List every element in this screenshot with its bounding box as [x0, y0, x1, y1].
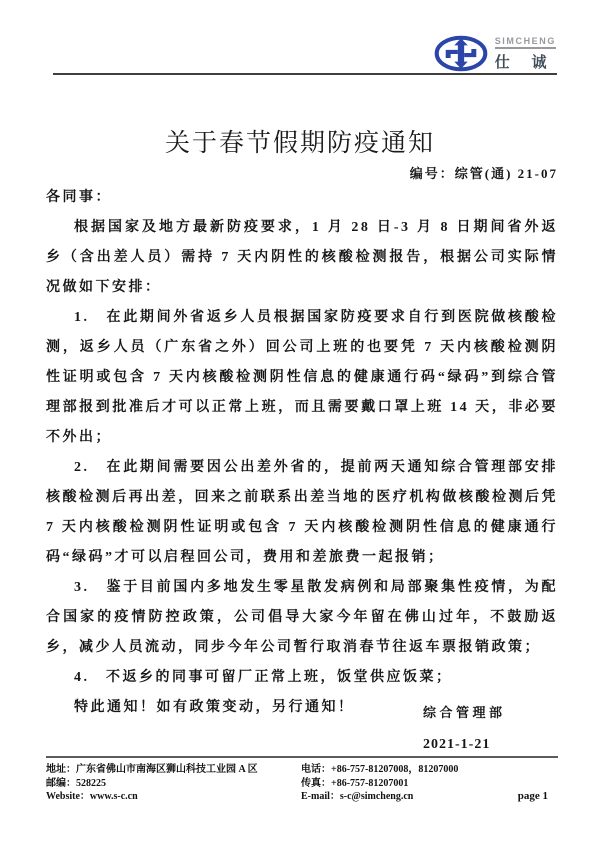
company-logo: [434, 35, 556, 72]
list-item-2: 2. 在此期间需要因公出差外省的，提前两天通知综合管理部安排核酸检测后再出差，回来之前联系出差当地的医疗机构做核酸检测后凭 7 天内核酸检测阴性证明或包含 7 天内核酸检测阴性信息的健康通行码“绿码”才可以启程回公司，费用和差旅费一起报销；: [46, 460, 558, 565]
address-label: 地址：: [46, 764, 76, 775]
footer-address: [46, 763, 301, 777]
zip-label: 邮编：: [46, 777, 76, 789]
signature-block: [423, 698, 506, 760]
salutation: 各同事：: [46, 190, 112, 205]
footer-website: [46, 790, 301, 804]
website-label: Website：: [46, 791, 90, 802]
signature-department: 综合管理部: [423, 705, 506, 720]
zip-value: 528225: [76, 777, 106, 789]
email-value: s-c@simcheng.cn: [339, 791, 414, 802]
footer-right-column: [301, 763, 518, 804]
page-footer: [46, 756, 558, 804]
logo-monogram-icon: [434, 35, 488, 72]
email-label: E-mail：: [301, 791, 340, 802]
list-item-4: 4. 不返乡的同事可留厂正常上班，饭堂供应饭菜；: [74, 670, 453, 685]
logo-name-english: SIMCHENG: [495, 36, 556, 49]
footer-zip: [46, 777, 301, 791]
fax-value: +86-757-81207001: [331, 777, 409, 789]
footer-email: [301, 790, 518, 804]
document-body: [46, 183, 558, 723]
list-item-1: 1. 在此期间外省返乡人员根据国家防疫要求自行到医院做核酸检测，返乡人员（广东省之外）回公司上班的也要凭 7 天内核酸检测阴性证明或包含 7 天内核酸检测阴性信息的健康通行码“绿码”到综合管理部报到批准后才可以正常上班，而且需要戴口罩上班 14 天，非必要不外出；: [46, 310, 558, 445]
footer-divider: [46, 756, 558, 758]
footer-fax: [301, 777, 518, 791]
document-title: 关于春节假期防疫通知: [164, 130, 435, 157]
signature-date: 2021-1-21: [423, 737, 491, 752]
address-value: 广东省佛山市南海区狮山科技工业园 A 区: [76, 764, 258, 775]
footer-phone: [301, 763, 518, 777]
logo-wordmark: [495, 36, 556, 72]
phone-value: +86-757-81207008，81207000: [331, 764, 459, 775]
logo-name-chinese: 仕 诚: [494, 54, 556, 71]
fax-label: 传真：: [301, 777, 331, 789]
phone-label: 电话：: [301, 764, 331, 775]
closing-paragraph: 特此通知！如有政策变动，另行通知！: [74, 700, 355, 715]
list-item-3: 3. 鉴于目前国内多地发生零星散发病例和局部聚集性疫情，为配合国家的疫情防控政策，公司倡导大家今年留在佛山过年，不鼓励返乡，减少人员流动，同步今年公司暂行取消春节往返车票报销政策；: [46, 580, 558, 655]
website-value: www.s-c.cn: [89, 791, 138, 802]
footer-left-column: [46, 763, 301, 804]
header-divider: [53, 73, 557, 75]
page-number: page 1: [517, 790, 548, 802]
intro-paragraph: 根据国家及地方最新防疫要求，1 月 28 日-3 月 8 日期间省外返乡（含出差人员）需持 7 天内阴性的核酸检测报告，根据公司实际情况做如下安排：: [46, 220, 558, 295]
document-number: 编号：综管(通) 21-07: [409, 166, 558, 181]
